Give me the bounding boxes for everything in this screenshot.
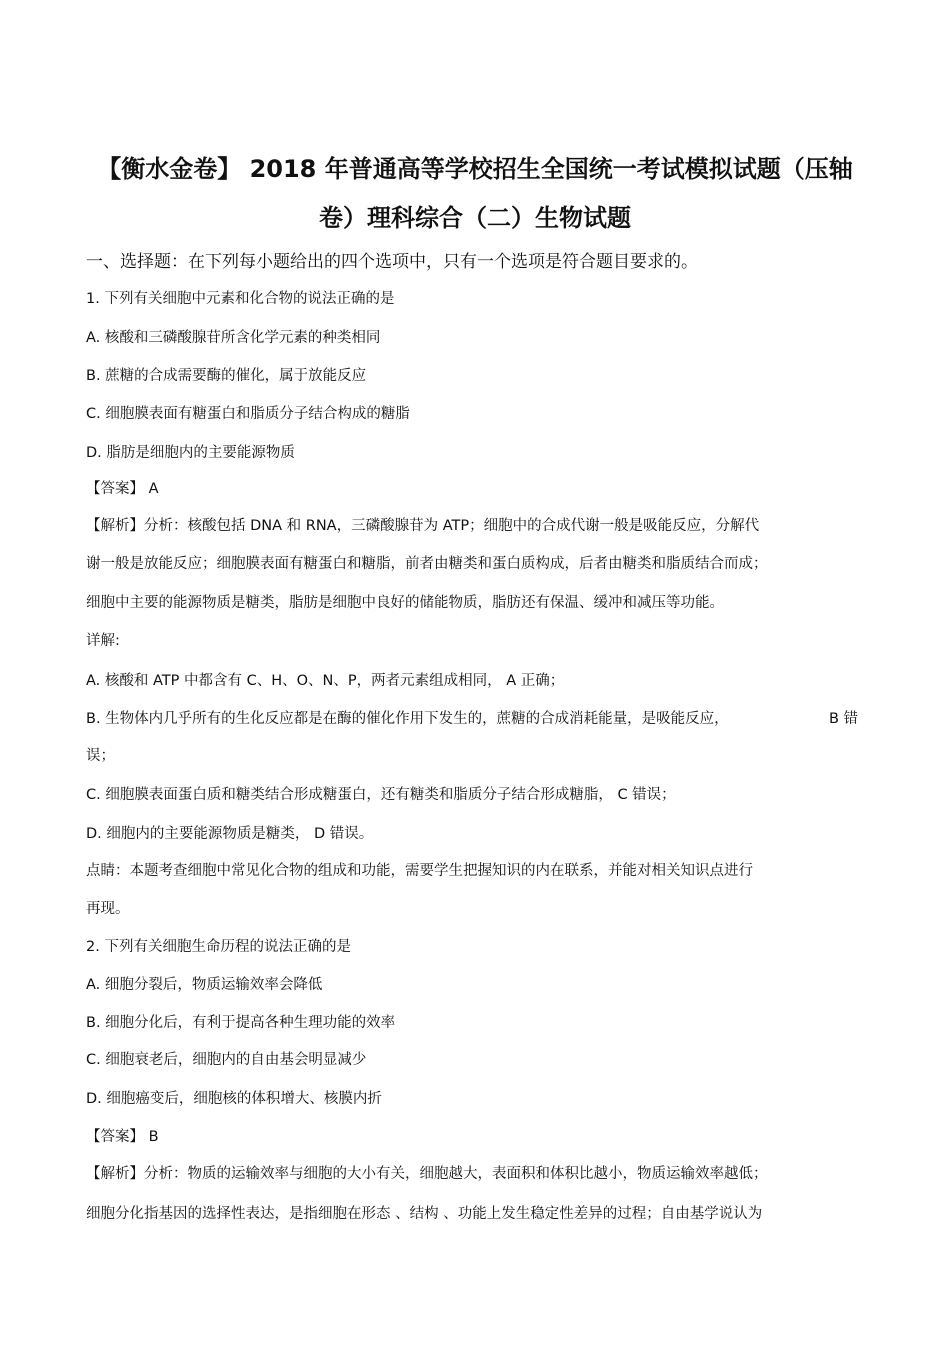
question-1-detail-d: D. 细胞内的主要能源物质是糖类， D 错误。 [86,826,374,842]
question-1-option-c: C. 细胞膜表面有糖蛋白和脂质分子结合构成的糖脂 [86,406,410,422]
document-title-line-2: 卷）理科综合（二）生物试题 [319,204,631,232]
question-1-option-a: A. 核酸和三磷酸腺苷所含化学元素的种类相同 [86,330,381,346]
question-2-stem: 2. 下列有关细胞生命历程的说法正确的是 [86,939,351,955]
question-1-detail-b-continued: 误； [86,748,115,764]
question-1-analysis-line-2: 谢一般是放能反应；细胞膜表面有糖蛋白和糖脂，前者由糖类和蛋白质构成，后者由糖类和脂质结合而成； [86,556,768,572]
question-1-option-b: B. 蔗糖的合成需要酶的催化，属于放能反应 [86,368,367,384]
question-1-option-d: D. 脂肪是细胞内的主要能源物质 [86,445,295,461]
question-2-analysis-line-1: 【解析】分析：物质的运输效率与细胞的大小有关，细胞越大，表面积和体积比越小，物质运输效率越低； [86,1166,768,1182]
question-1-comment-line-1: 点睛：本题考查细胞中常见化合物的组成和功能，需要学生把握知识的内在联系，并能对相关知识点进行 [86,863,753,879]
question-1-detail-b: B. 生物体内几乎所有的生化反应都是在酶的催化作用下发生的，蔗糖的合成消耗能量，是吸能反应， [86,711,729,727]
question-2-option-a: A. 细胞分裂后，物质运输效率会降低 [86,977,323,993]
question-1-comment-line-2: 再现。 [86,901,130,917]
question-1-analysis-line-1: 【解析】分析：核酸包括 DNA 和 RNA，三磷酸腺苷为 ATP；细胞中的合成代谢一般是吸能反应，分解代 [86,518,760,534]
question-1-detail-label: 详解: [86,633,120,649]
question-2-analysis-line-2: 细胞分化指基因的选择性表达，是指细胞在形态 、结构 、功能上发生稳定性差异的过程；自由基学说认为 [86,1206,763,1222]
question-1-detail-c: C. 细胞膜表面蛋白质和糖类结合形成糖蛋白，还有糖类和脂质分子结合形成糖脂， C 错误； [86,787,676,803]
question-1-analysis-line-3: 细胞中主要的能源物质是糖类，脂肪是细胞中良好的储能物质，脂肪还有保温、缓冲和减压等功能。 [86,595,724,611]
document-title-line-1: 【衡水金卷】 2018 年普通高等学校招生全国统一考试模拟试题（压轴 [97,155,853,183]
section-heading: 一、选择题：在下列每小题给出的四个选项中，只有一个选项是符合题目要求的。 [86,252,698,272]
question-1-stem: 1. 下列有关细胞中元素和化合物的说法正确的是 [86,291,395,307]
question-2-answer: 【答案】 B [86,1129,159,1145]
question-2-option-d: D. 细胞癌变后，细胞核的体积增大、核膜内折 [86,1091,382,1107]
question-1-answer: 【答案】 A [86,481,159,497]
question-1-detail-b-verdict: B 错 [828,711,858,727]
question-2-option-c: C. 细胞衰老后，细胞内的自由基会明显减少 [86,1052,367,1068]
question-2-option-b: B. 细胞分化后，有利于提高各种生理功能的效率 [86,1015,396,1031]
question-1-detail-a: A. 核酸和 ATP 中都含有 C、H、O、N、P，两者元素组成相同， A 正确； [86,673,565,689]
